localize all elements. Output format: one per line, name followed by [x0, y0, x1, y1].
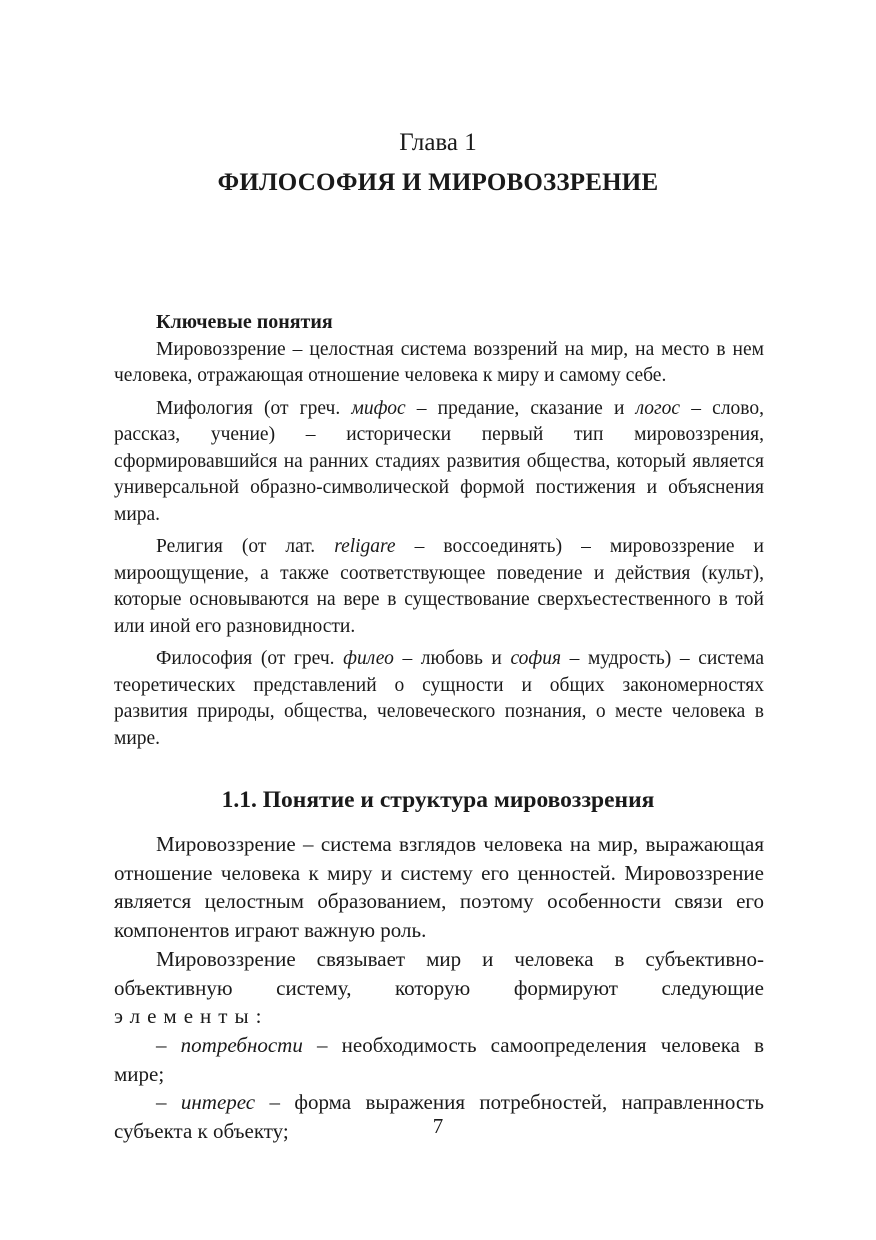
chapter-title: ФИЛОСОФИЯ И МИРОВОЗЗРЕНИЕ: [217, 169, 659, 196]
definition-philosophy: Философия (от греч. филео – любовь и софия – мудрость) – система теоретических представлений о сущности и общих закономерностях развития природы, общества, человеческого познания, о месте человека в мире.: [114, 648, 764, 749]
key-concepts-heading: Ключевые понятия: [156, 311, 333, 333]
chapter-number: Глава 1: [399, 129, 477, 156]
definition-religion: Религия (от лат. religare – воссоединять) – мировоззрение и мироощущение, а также соответствующее поведение и действия (культ), которые основываются на вере в существование сверхъестественного в той или иной его разновидности.: [114, 536, 764, 637]
section-title: 1.1. Понятие и структура мировоззрения: [221, 787, 655, 813]
section-body: [114, 830, 764, 1146]
definition-mythology: Мифология (от греч. мифос – предание, сказание и логос – слово, рассказ, учение) – исторически первый тип мировоззрения, сформировавшийся на ранних стадиях развития общества, который является универсальной образно-символической формой постижения и объяснения мира.: [114, 397, 764, 525]
page-number: 7: [432, 1114, 444, 1138]
key-concepts-block: [114, 309, 764, 758]
list-item: – интерес – форма выражения потребностей, направленность субъекта к объекту;: [114, 1090, 764, 1144]
list-item: – потребности – необходимость самоопределения человека в мире;: [114, 1032, 765, 1086]
section-paragraph: Мировоззрение связывает мир и человека в субъективно-объективную систему, которую формируют следующие элементы:: [114, 946, 764, 1029]
section-paragraph: Мировоззрение – система взглядов человека на мир, выражающая отношение человека к миру и систему его ценностей. Мировоззрение является целостным образованием, поэтому особенности связи его компонентов играют важную роль.: [114, 832, 764, 943]
definition-worldview: Мировоззрение – целостная система воззрений на мир, на место в нем человека, отражающая отношение человека к миру и самому себе.: [114, 338, 764, 386]
